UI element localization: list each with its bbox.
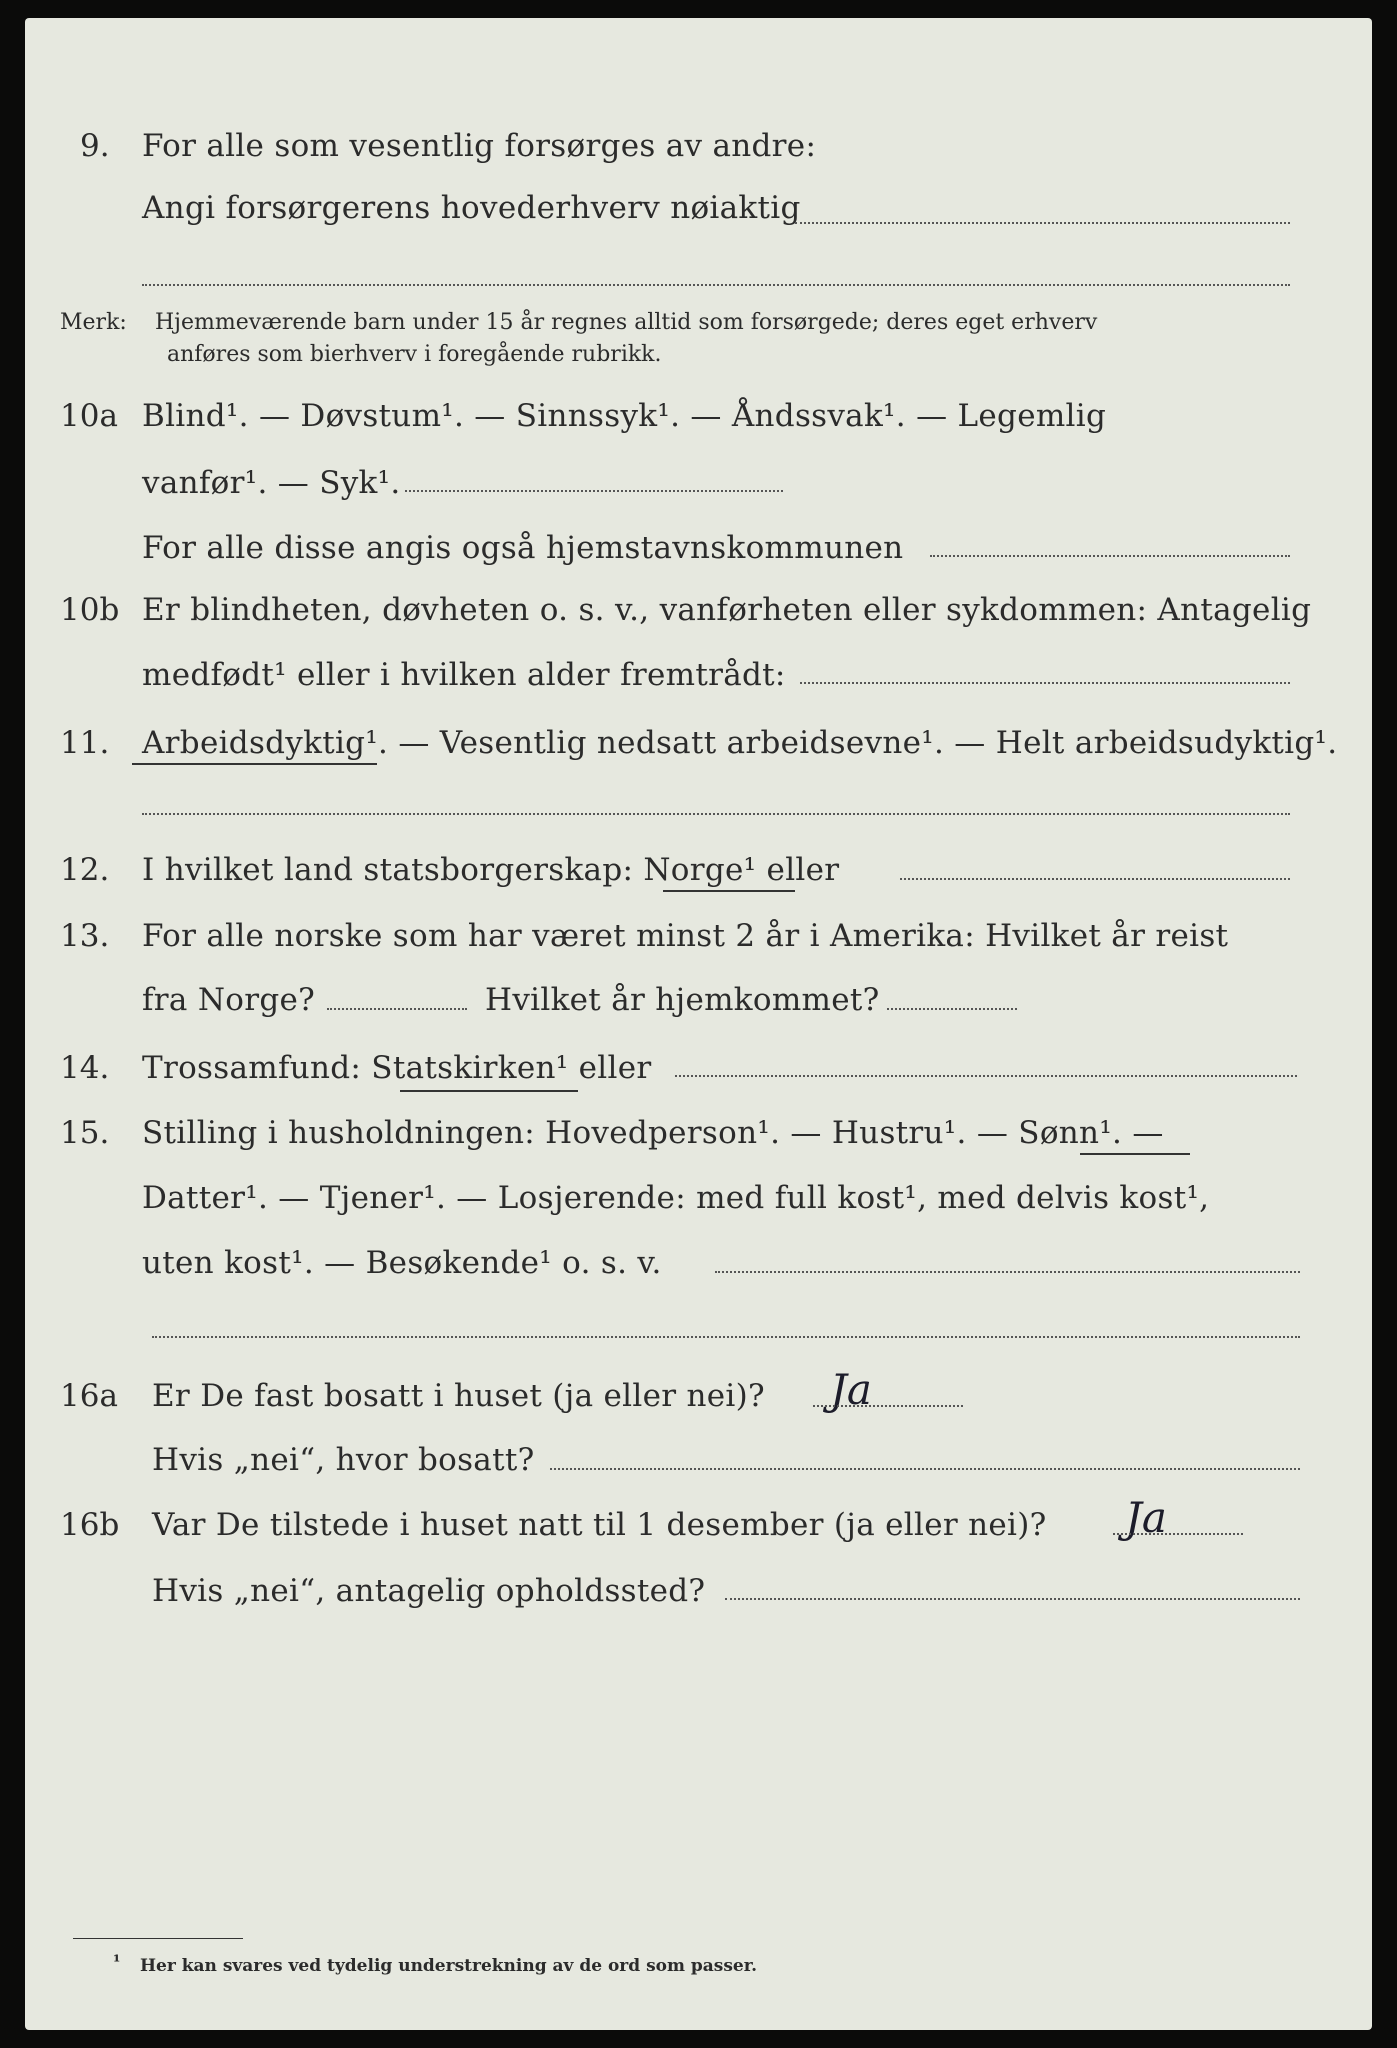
q13-line2a: fra Norge? bbox=[142, 982, 316, 1018]
footnote-text: Her kan svares ved tydelig understrekning av de ord som passer. bbox=[140, 1956, 758, 1976]
q15-line3: uten kost¹. — Besøkende¹ o. s. v. bbox=[142, 1245, 662, 1281]
q10b-line2: medfødt¹ eller i hvilken alder fremtrådt: bbox=[142, 657, 786, 693]
q11-extra-field[interactable] bbox=[142, 813, 1290, 815]
q12-handwritten-underline bbox=[663, 890, 795, 892]
q15-answer-field[interactable] bbox=[715, 1271, 1300, 1273]
q16a-handwritten-answer: Ja bbox=[830, 1365, 872, 1414]
q9-number: 9. bbox=[80, 128, 110, 164]
q12-answer-field[interactable] bbox=[900, 878, 1290, 880]
q15-line2: Datter¹. — Tjener¹. — Losjerende: med full kost¹, med delvis kost¹, bbox=[142, 1180, 1210, 1216]
q16a-line1: Er De fast bosatt i huset (ja eller nei)? bbox=[152, 1378, 765, 1414]
q10b-line1: Er blindheten, døvheten o. s. v., vanførheten eller sykdommen: Antagelig bbox=[142, 592, 1312, 628]
q11-handwritten-underline bbox=[132, 763, 377, 765]
merk-label: Merk: bbox=[60, 310, 127, 335]
q16b-line2: Hvis „nei“, antagelig opholdssted? bbox=[152, 1573, 706, 1609]
q10a-line2: vanfør¹. — Syk¹. bbox=[142, 465, 401, 501]
q13-line2b: Hvilket år hjemkommet? bbox=[485, 982, 880, 1018]
q16b-opholdssted-field[interactable] bbox=[725, 1598, 1300, 1600]
footnote-rule bbox=[73, 1938, 243, 1939]
q14-number: 14. bbox=[60, 1050, 110, 1086]
footnote-mark: ¹ bbox=[113, 1952, 121, 1972]
q10a-line1: Blind¹. — Døvstum¹. — Sinnssyk¹. — Åndssvak¹. — Legemlig bbox=[142, 398, 1107, 434]
q13-hjemkommet-field[interactable] bbox=[887, 1008, 1017, 1010]
q10a-number: 10a bbox=[60, 398, 118, 434]
q11-line1: Arbeidsdyktig¹. — Vesentlig nedsatt arbeidsevne¹. — Helt arbeidsudyktig¹. bbox=[142, 725, 1338, 761]
q12-line1: I hvilket land statsborgerskap: Norge¹ eller bbox=[142, 852, 840, 888]
q13-line1: For alle norske som har været minst 2 år i Amerika: Hvilket år reist bbox=[142, 918, 1229, 954]
q16a-number: 16a bbox=[60, 1378, 118, 1414]
merk-line2: anføres som bierhverv i foregående rubrikk. bbox=[167, 342, 662, 367]
merk-line1: Hjemmeværende barn under 15 år regnes alltid som forsørgede; deres eget erhverv bbox=[155, 310, 1098, 335]
q16b-number: 16b bbox=[60, 1507, 120, 1543]
q10a-line3: For alle disse angis også hjemstavnskommunen bbox=[142, 530, 904, 566]
q11-number: 11. bbox=[60, 725, 110, 761]
q16b-line1: Var De tilstede i huset natt til 1 desember (ja eller nei)? bbox=[152, 1507, 1047, 1543]
q9-extra-field[interactable] bbox=[142, 284, 1290, 286]
q15-extra-field[interactable] bbox=[152, 1336, 1300, 1338]
q10b-answer-field[interactable] bbox=[800, 682, 1290, 684]
q9-answer-field[interactable] bbox=[795, 222, 1290, 224]
q14-line1: Trossamfund: Statskirken¹ eller bbox=[142, 1050, 652, 1086]
q10a-kommune-field[interactable] bbox=[930, 555, 1290, 557]
q15-line1: Stilling i husholdningen: Hovedperson¹. — Hustru¹. — Sønn¹. — bbox=[142, 1115, 1164, 1151]
q13-reist-field[interactable] bbox=[327, 1008, 467, 1010]
q16b-handwritten-answer: Ja bbox=[1125, 1493, 1167, 1542]
q9-line1: For alle som vesentlig forsørges av andre: bbox=[142, 128, 817, 164]
q16a-line2: Hvis „nei“, hvor bosatt? bbox=[152, 1442, 535, 1478]
q12-number: 12. bbox=[60, 852, 110, 888]
census-form-page bbox=[25, 18, 1372, 2030]
q15-handwritten-underline bbox=[1080, 1153, 1190, 1155]
q16a-answer-field[interactable] bbox=[813, 1405, 963, 1407]
q14-answer-field[interactable] bbox=[675, 1075, 1297, 1077]
q10b-number: 10b bbox=[60, 592, 120, 628]
q16a-bosatt-field[interactable] bbox=[550, 1468, 1300, 1470]
q13-number: 13. bbox=[60, 918, 110, 954]
q14-handwritten-underline bbox=[400, 1090, 578, 1092]
q15-number: 15. bbox=[60, 1115, 110, 1151]
q16b-answer-field[interactable] bbox=[1113, 1533, 1243, 1535]
q10a-syk-field[interactable] bbox=[405, 490, 783, 492]
q9-line2: Angi forsørgerens hovederhverv nøiaktig bbox=[142, 190, 801, 226]
